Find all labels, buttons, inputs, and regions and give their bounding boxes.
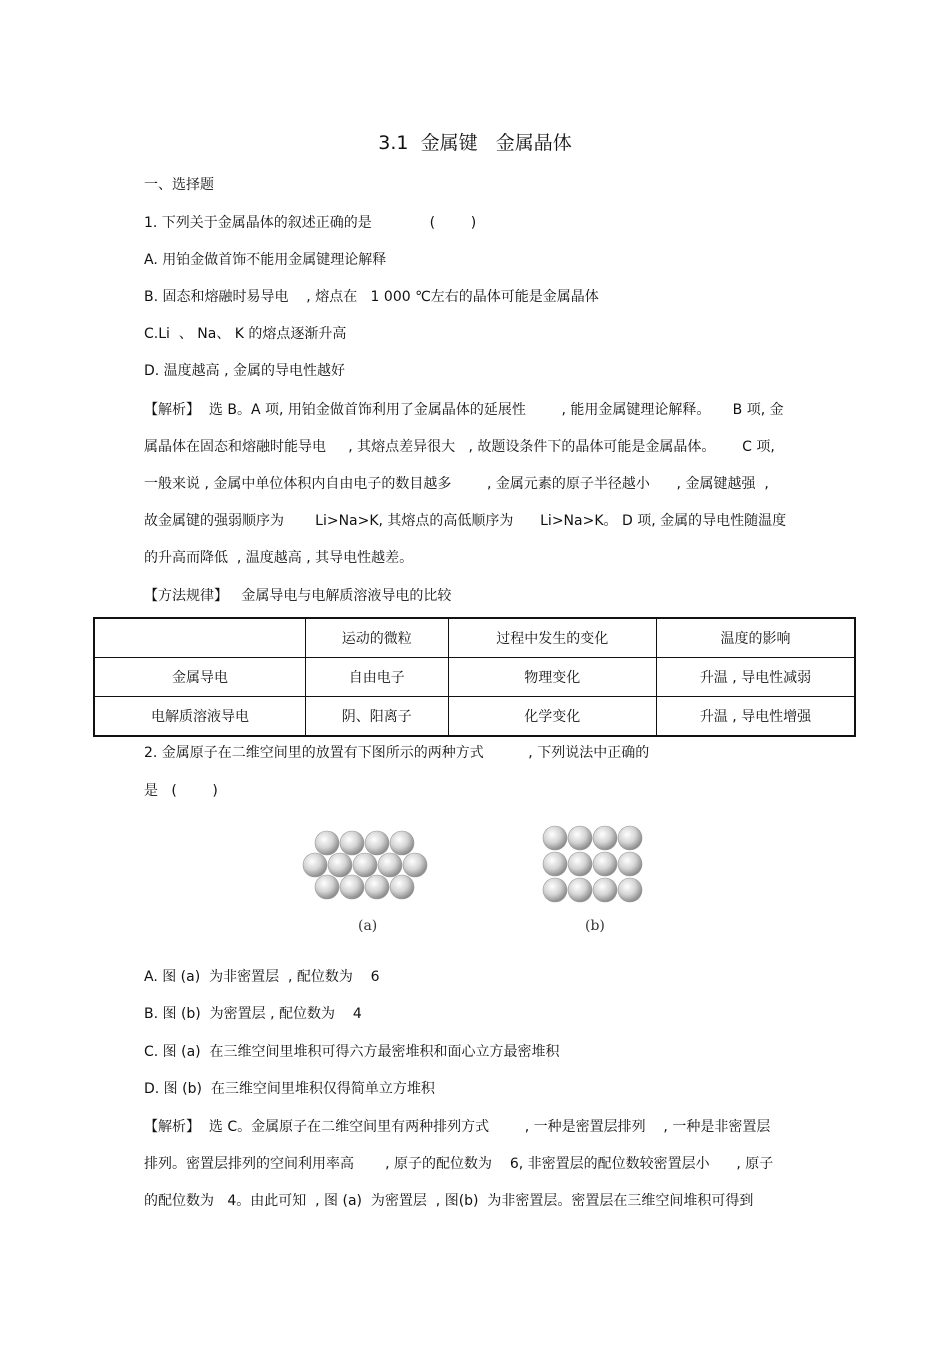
atom-sphere <box>365 875 389 899</box>
atom-sphere <box>618 826 642 850</box>
table-cell: 化学变化 <box>448 697 656 737</box>
table-header-cell: 运动的微粒 <box>305 618 448 658</box>
atom-sphere <box>543 826 567 850</box>
atom-sphere <box>365 831 389 855</box>
atom-packing-figure <box>290 820 670 910</box>
question-1-option-a: A. 用铂金做首饰不能用金属键理论解释 <box>144 252 387 268</box>
atom-sphere <box>340 831 364 855</box>
question-2-option-c: C. 图 (a) 在三维空间里堆积可得六方最密堆积和面心立方最密堆积 <box>144 1044 560 1060</box>
question-2-option-d: D. 图 (b) 在三维空间里堆积仅得简单立方堆积 <box>144 1081 435 1097</box>
method-heading: 【方法规律】 金属导电与电解质溶液导电的比较 <box>144 588 452 604</box>
close-packed-layer-a <box>303 831 427 899</box>
atom-sphere <box>593 878 617 902</box>
table-cell: 自由电子 <box>305 658 448 697</box>
table-header-cell: 过程中发生的变化 <box>448 618 656 658</box>
atom-sphere <box>568 852 592 876</box>
question-1-analysis-line: 的升高而降低 , 温度越高 , 其导电性越差。 <box>144 550 414 566</box>
table-row <box>94 658 855 697</box>
section-heading: 一、选择题 <box>144 177 214 193</box>
question-1-analysis-line: 属晶体在固态和熔融时能导电 , 其熔点差异很大 , 故题设条件下的晶体可能是金属晶体。 C 项, <box>144 439 775 455</box>
table-cell: 阴、阳离子 <box>305 697 448 737</box>
question-2-stem: 2. 金属原子在二维空间里的放置有下图所示的两种方式 , 下列说法中正确的 <box>144 745 650 761</box>
atom-sphere <box>568 878 592 902</box>
atom-sphere <box>390 831 414 855</box>
question-2-option-a: A. 图 (a) 为非密置层 , 配位数为 6 <box>144 969 380 985</box>
atom-sphere <box>543 852 567 876</box>
question-1-option-b: B. 固态和熔融时易导电 , 熔点在 1 000 ℃左右的晶体可能是金属晶体 <box>144 289 599 305</box>
atom-sphere <box>403 853 427 877</box>
atom-sphere <box>315 875 339 899</box>
atom-sphere <box>328 853 352 877</box>
question-2-option-b: B. 图 (b) 为密置层 , 配位数为 4 <box>144 1006 362 1022</box>
table-row <box>94 697 855 737</box>
table-cell: 升温 , 导电性减弱 <box>657 658 856 697</box>
atom-sphere <box>315 831 339 855</box>
table-header-cell: 温度的影响 <box>657 618 856 658</box>
question-1-analysis-line: 一般来说 , 金属中单位体积内自由电子的数目越多 , 金属元素的原子半径越小 , 金属键越强 , <box>144 476 769 492</box>
table-header-cell <box>94 618 305 658</box>
atom-sphere <box>618 852 642 876</box>
comparison-table <box>93 617 856 737</box>
atom-sphere <box>543 878 567 902</box>
table-cell: 升温 , 导电性增强 <box>657 697 856 737</box>
atom-sphere <box>593 852 617 876</box>
table-cell: 金属导电 <box>94 658 305 697</box>
non-close-packed-layer-b <box>543 826 642 902</box>
question-1-analysis-line: 故金属键的强弱顺序为 Li>Na>K, 其熔点的高低顺序为 Li>Na>K。 D 项, 金属的导电性随温度 <box>144 513 787 529</box>
figure-caption-a: (a) <box>358 918 378 934</box>
table-cell: 电解质溶液导电 <box>94 697 305 737</box>
question-1-analysis-line: 【解析】 选 B。A 项, 用铂金做首饰利用了金属晶体的延展性 , 能用金属键理论解释。 B 项, 金 <box>144 402 784 418</box>
table-header-row <box>94 618 855 658</box>
figure-caption-b: (b) <box>585 918 605 934</box>
atom-sphere <box>340 875 364 899</box>
page-title: 3.1 金属键 金属晶体 <box>378 132 572 154</box>
question-2-analysis-line: 的配位数为 4。由此可知 , 图 (a) 为密置层 , 图(b) 为非密置层。密置层在三维空间堆积可得到 <box>144 1193 754 1209</box>
atom-sphere <box>593 826 617 850</box>
atom-sphere <box>303 853 327 877</box>
atom-sphere <box>378 853 402 877</box>
question-2-analysis-line: 【解析】 选 C。金属原子在二维空间里有两种排列方式 , 一种是密置层排列 , 一种是非密置层 <box>144 1119 771 1135</box>
atom-sphere <box>390 875 414 899</box>
atom-sphere <box>618 878 642 902</box>
question-1-option-d: D. 温度越高 , 金属的导电性越好 <box>144 363 346 379</box>
question-2-analysis-line: 排列。密置层排列的空间利用率高 , 原子的配位数为 6, 非密置层的配位数较密置层小 , 原子 <box>144 1156 774 1172</box>
question-2-stem: 是 ( ) <box>144 783 218 799</box>
question-1-option-c: C.Li 、 Na、 K 的熔点逐渐升高 <box>144 326 347 342</box>
table-cell: 物理变化 <box>448 658 656 697</box>
atom-sphere <box>568 826 592 850</box>
question-1-stem: 1. 下列关于金属晶体的叙述正确的是 ( ) <box>144 215 477 231</box>
atom-sphere <box>353 853 377 877</box>
